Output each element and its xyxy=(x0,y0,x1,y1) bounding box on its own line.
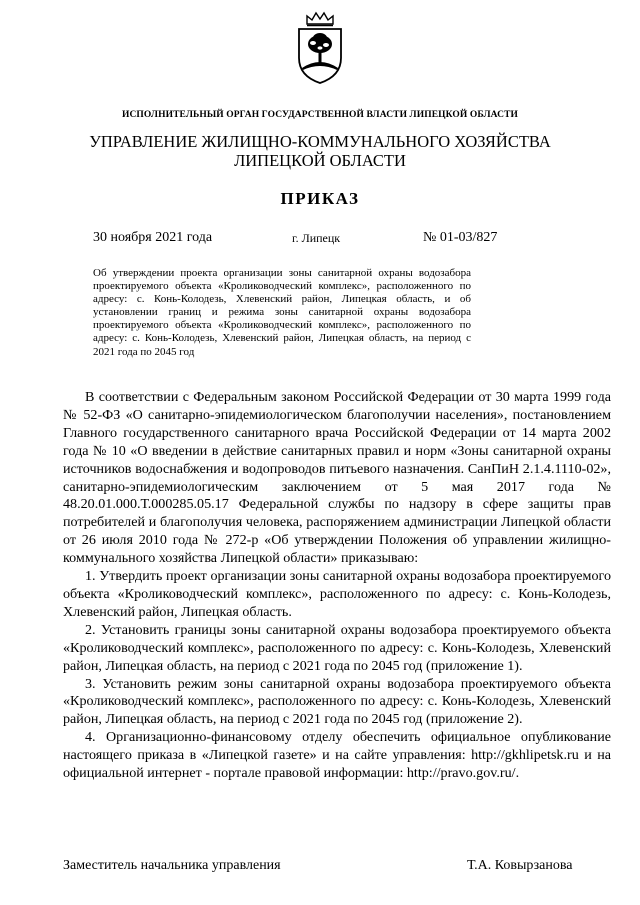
department-name-line1: УПРАВЛЕНИЕ ЖИЛИЩНО-КОММУНАЛЬНОГО ХОЗЯЙСТВА xyxy=(89,132,551,151)
order-item-3: 3. Установить режим зоны санитарной охраны водозабора проектируемого объекта «Кролиководческий комплекс», расположенного по адресу: с. Конь-Колодезь, Хлевенский район, Липецкая область, на период с 2021 года по 2045 год (приложение 2). xyxy=(63,675,611,728)
order-preamble: В соответствии с Федеральным законом Российской Федерации от 30 марта 1999 года № 52-ФЗ «О санитарно-эпидемиологическом благополучии населения», постановлением Главного государственного санитарного врача Российской Федерации от 14 марта 2002 года № 10 «О введении в действие санитарных правил и норм «Зоны санитарной охраны источников водоснабжения и водопроводов питьевого назначения. СанПиН 2.1.4.1110-02», санитарно-эпидемиологическим заключением от 5 мая 2017 года № 48.20.01.000.Т.000285.05.17 Федеральной службы по надзору в сфере защиты прав потребителей и благополучия человека, распоряжением администрации Липецкой области от 26 июля 2010 года № 272-р «Об утверждении Положения об управлении жилищно-коммунального хозяйства Липецкой области» приказываю: xyxy=(63,389,611,567)
department-name xyxy=(0,132,640,170)
order-item-1: 1. Утвердить проект организации зоны санитарной охраны водозабора проектируемого объекта «Кролиководческий комплекс», расположенного по адресу: с. Конь-Колодезь, Хлевенский район, Липецкая область. xyxy=(63,568,611,620)
order-city: г. Липецк xyxy=(292,231,341,245)
signatory-position: Заместитель начальника управления xyxy=(63,858,281,873)
order-number: № 01-03/827 xyxy=(423,230,498,245)
document-type-title: ПРИКАЗ xyxy=(280,189,360,208)
signatory-name: Т.А. Ковырзанова xyxy=(467,858,573,873)
executive-body-name: ИСПОЛНИТЕЛЬНЫЙ ОРГАН ГОСУДАРСТВЕННОЙ ВЛАСТИ ЛИПЕЦКОЙ ОБЛАСТИ xyxy=(121,110,519,120)
department-name-line2: ЛИПЕЦКОЙ ОБЛАСТИ xyxy=(234,151,406,170)
order-subject: Об утверждении проекта организации зоны санитарной охраны водозабора проектируемого объекта «Кролиководческий комплекс», расположенного по адресу: с. Конь-Колодезь, Хлевенский район, Липецкая область, и об установлении границ и режима зоны санитарной охраны водозабора проектируемого объекта «Кролиководческий комплекс», расположенного по адресу: с. Конь-Колодезь, Хлевенский район, Липецкая область, на период с 2021 года по 2045 год xyxy=(93,267,471,358)
order-body xyxy=(63,389,611,783)
order-date: 30 ноября 2021 года xyxy=(93,230,213,245)
order-item-4: 4. Организационно-финансовому отделу обеспечить официальное опубликование настоящего приказа в «Липецкой газете» и на сайте управления: http://gkhlipetsk.ru и на официальной интернет - портале правовой информации: http://pravo.gov.ru/. xyxy=(63,729,611,782)
order-item-2: 2. Установить границы зоны санитарной охраны водозабора проектируемого объекта «Кролиководческий комплекс», расположенного по адресу: с. Конь-Колодезь, Хлевенский район, Липецкая область, на период с 2021 года по 2045 год (приложение 1). xyxy=(63,621,611,674)
lipetsk-coat-of-arms-icon xyxy=(293,10,347,86)
